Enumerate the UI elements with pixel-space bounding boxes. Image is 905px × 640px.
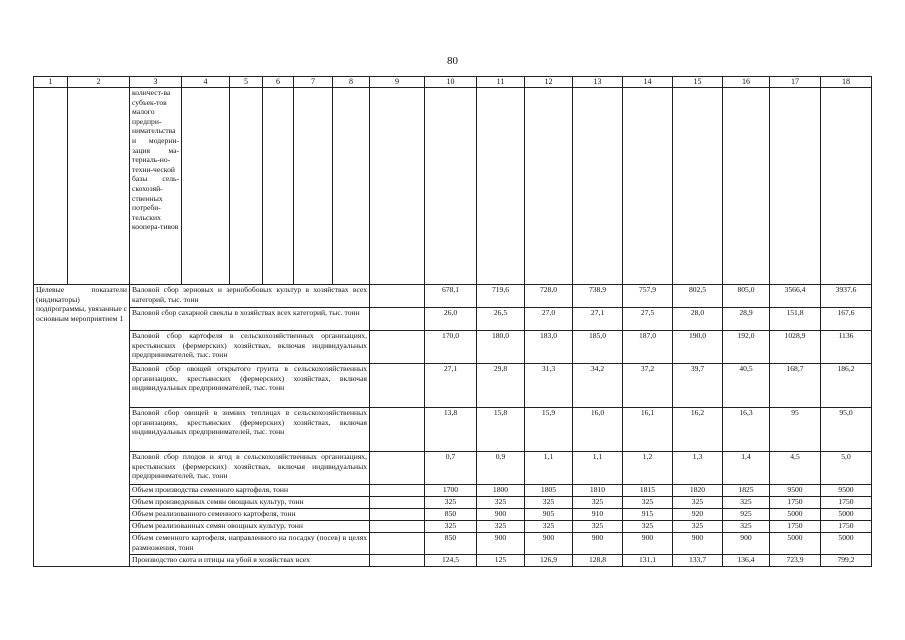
- value-cell: 1820: [673, 485, 723, 497]
- indicator-description-cell: Объем реализованных семян овощных культур, тонн: [130, 521, 370, 533]
- value-cell: 325: [623, 521, 673, 533]
- value-cell: 900: [477, 509, 525, 521]
- value-cell: 28,9: [723, 308, 770, 331]
- column-number-cell: 11: [477, 77, 525, 88]
- value-cell: 325: [673, 521, 723, 533]
- empty-cell: [370, 285, 425, 308]
- value-cell: 168,7: [770, 364, 821, 408]
- value-cell: 850: [425, 533, 477, 555]
- value-cell: 39,7: [673, 364, 723, 408]
- value-cell: 3937,6: [821, 285, 872, 308]
- value-cell: 27,0: [525, 308, 573, 331]
- value-cell: 1,2: [623, 452, 673, 485]
- value-cell: 910: [573, 509, 623, 521]
- column-number-cell: 5: [230, 77, 263, 88]
- column-number-cell: 10: [425, 77, 477, 88]
- value-cell: 900: [525, 533, 573, 555]
- value-cell: 1750: [821, 521, 872, 533]
- value-cell: 1805: [525, 485, 573, 497]
- empty-cell: [370, 485, 425, 497]
- value-cell: 802,5: [673, 285, 723, 308]
- value-cell: 133,7: [673, 555, 723, 567]
- value-cell: 900: [573, 533, 623, 555]
- value-cell: 738,9: [573, 285, 623, 308]
- value-cell: 325: [573, 521, 623, 533]
- value-cell: 5000: [770, 509, 821, 521]
- table-row: [34, 555, 872, 567]
- empty-cell: [370, 88, 425, 285]
- value-cell: 16,2: [673, 408, 723, 452]
- table-row: [34, 497, 872, 509]
- empty-cell: [263, 88, 294, 285]
- value-cell: 1800: [477, 485, 525, 497]
- value-cell: 1,3: [673, 452, 723, 485]
- value-cell: 170,0: [425, 331, 477, 364]
- value-cell: 27,1: [573, 308, 623, 331]
- value-cell: 1810: [573, 485, 623, 497]
- empty-cell: [182, 88, 230, 285]
- column-number-cell: 6: [263, 77, 294, 88]
- column-number-cell: 15: [673, 77, 723, 88]
- value-cell: 900: [673, 533, 723, 555]
- value-cell: 1700: [425, 485, 477, 497]
- value-cell: 905: [525, 509, 573, 521]
- empty-cell: [370, 533, 425, 555]
- value-cell: 26,5: [477, 308, 525, 331]
- table-row: [34, 533, 872, 555]
- value-cell: 34,2: [573, 364, 623, 408]
- empty-cell: [477, 88, 525, 285]
- value-cell: 900: [723, 533, 770, 555]
- value-cell: 325: [477, 497, 525, 509]
- table-row: [34, 509, 872, 521]
- empty-cell: [370, 555, 425, 567]
- value-cell: 799,2: [821, 555, 872, 567]
- value-cell: 925: [723, 509, 770, 521]
- empty-cell: [294, 88, 333, 285]
- empty-cell: [370, 308, 425, 331]
- value-cell: 125: [477, 555, 525, 567]
- value-cell: 136,4: [723, 555, 770, 567]
- table-row: [34, 88, 872, 285]
- value-cell: 325: [477, 521, 525, 533]
- value-cell: 16,1: [623, 408, 673, 452]
- value-cell: 95: [770, 408, 821, 452]
- value-cell: 4,5: [770, 452, 821, 485]
- indicator-description-cell: Валовой сбор плодов и ягод в сельскохозяйственных организациях, крестьянских (фермерских) хозяйствах, включая индивидуальных предпринимателей, тыс. тонн: [130, 452, 370, 485]
- value-cell: 16,0: [573, 408, 623, 452]
- empty-cell: [230, 88, 263, 285]
- empty-cell: [821, 88, 872, 285]
- header-row: [34, 77, 872, 88]
- table-row: [34, 285, 872, 308]
- value-cell: 325: [723, 521, 770, 533]
- value-cell: 915: [623, 509, 673, 521]
- value-cell: 728,0: [525, 285, 573, 308]
- empty-cell: [68, 88, 130, 285]
- value-cell: 325: [723, 497, 770, 509]
- value-cell: 13,8: [425, 408, 477, 452]
- value-cell: 1750: [770, 521, 821, 533]
- value-cell: 15,9: [525, 408, 573, 452]
- column-number-cell: 16: [723, 77, 770, 88]
- value-cell: 16,3: [723, 408, 770, 452]
- table-row: [34, 408, 872, 452]
- table-row: [34, 364, 872, 408]
- value-cell: 190,0: [673, 331, 723, 364]
- value-cell: 757,9: [623, 285, 673, 308]
- value-cell: 325: [525, 497, 573, 509]
- value-cell: 28,0: [673, 308, 723, 331]
- empty-cell: [370, 521, 425, 533]
- value-cell: 5000: [770, 533, 821, 555]
- value-cell: 1,1: [573, 452, 623, 485]
- value-cell: 678,1: [425, 285, 477, 308]
- value-cell: 1750: [821, 497, 872, 509]
- indicator-description-cell: Объем семенного картофеля, направленного на посадку (посев) в целях размножения, тонн: [130, 533, 370, 555]
- empty-cell: [525, 88, 573, 285]
- column-number-cell: 1: [34, 77, 68, 88]
- page-number: 80: [447, 55, 458, 67]
- value-cell: 192,0: [723, 331, 770, 364]
- value-cell: 187,0: [623, 331, 673, 364]
- column-number-cell: 8: [333, 77, 370, 88]
- indicator-description-cell: Валовой сбор зерновых и зернобобовых культур в хозяйствах всех категорий, тыс. тонн: [130, 285, 370, 308]
- value-cell: 325: [425, 521, 477, 533]
- value-cell: 131,1: [623, 555, 673, 567]
- value-cell: 1815: [623, 485, 673, 497]
- value-cell: 180,0: [477, 331, 525, 364]
- value-cell: 40,5: [723, 364, 770, 408]
- value-cell: 95,0: [821, 408, 872, 452]
- value-cell: 128,8: [573, 555, 623, 567]
- indicator-description-cell: Валовой сбор овощей открытого грунта в сельскохозяйственных организациях, крестьянских (фермерских) хозяйствах, включая индивидуальных предпринимателей, тыс. тонн: [130, 364, 370, 408]
- empty-cell: [573, 88, 623, 285]
- value-cell: 325: [525, 521, 573, 533]
- value-cell: 1825: [723, 485, 770, 497]
- empty-cell: [370, 509, 425, 521]
- value-cell: 900: [623, 533, 673, 555]
- empty-cell: [770, 88, 821, 285]
- value-cell: 124,5: [425, 555, 477, 567]
- empty-cell: [34, 88, 68, 285]
- value-cell: 325: [623, 497, 673, 509]
- value-cell: 920: [673, 509, 723, 521]
- indicator-description-cell: Валовой сбор сахарной свеклы в хозяйствах всех категорий, тыс. тонн: [130, 308, 370, 331]
- value-cell: 1,4: [723, 452, 770, 485]
- table-row: [34, 331, 872, 364]
- column-number-cell: 12: [525, 77, 573, 88]
- empty-cell: [723, 88, 770, 285]
- value-cell: 27,1: [425, 364, 477, 408]
- table-row: [34, 308, 872, 331]
- column-number-cell: 14: [623, 77, 673, 88]
- value-cell: 183,0: [525, 331, 573, 364]
- value-cell: 3566,4: [770, 285, 821, 308]
- value-cell: 126,9: [525, 555, 573, 567]
- empty-cell: [370, 364, 425, 408]
- indicator-description-cell: Производство скота и птицы на убой в хозяйствах всех: [130, 555, 370, 567]
- column-number-cell: 3: [130, 77, 182, 88]
- empty-cell: [370, 497, 425, 509]
- value-cell: 15,8: [477, 408, 525, 452]
- column-number-cell: 13: [573, 77, 623, 88]
- column-number-cell: 17: [770, 77, 821, 88]
- indicators-label-cell: Целевые показатели (индикаторы) подпрограммы, увязанные с основным мероприятием 1: [34, 285, 130, 567]
- empty-cell: [333, 88, 370, 285]
- value-cell: 900: [477, 533, 525, 555]
- value-cell: 0,7: [425, 452, 477, 485]
- table-row: [34, 452, 872, 485]
- value-cell: 26,0: [425, 308, 477, 331]
- value-cell: 805,0: [723, 285, 770, 308]
- indicators-table: [33, 76, 872, 567]
- value-cell: 1136: [821, 331, 872, 364]
- value-cell: 27,5: [623, 308, 673, 331]
- indicator-description-cell: Объем производства семенного картофеля, тонн: [130, 485, 370, 497]
- empty-cell: [370, 452, 425, 485]
- value-cell: 186,2: [821, 364, 872, 408]
- value-cell: 29,8: [477, 364, 525, 408]
- value-cell: 723,9: [770, 555, 821, 567]
- indicator-description-cell: Объем реализованного семенного картофеля, тонн: [130, 509, 370, 521]
- empty-cell: [425, 88, 477, 285]
- empty-cell: [623, 88, 673, 285]
- value-cell: 9500: [821, 485, 872, 497]
- table-row: [34, 521, 872, 533]
- value-cell: 185,0: [573, 331, 623, 364]
- column-number-cell: 9: [370, 77, 425, 88]
- value-cell: 0,9: [477, 452, 525, 485]
- indicator-description-cell: Валовой сбор овощей в зимних теплицах в сельскохозяйственных организациях, крестьянских (фермерских) хозяйствах, включая индивидуальных предпринимателей, тыс. тонн: [130, 408, 370, 452]
- value-cell: 37,2: [623, 364, 673, 408]
- empty-cell: [673, 88, 723, 285]
- empty-cell: [370, 408, 425, 452]
- column-number-cell: 2: [68, 77, 130, 88]
- value-cell: 167,6: [821, 308, 872, 331]
- continued-text-cell: количест-ва субъек-тов малого предпри-нимательства и модерни-зация ма-териаль-но-техни-ческой базы сель-скохозяй-ственных потреби-тельских коопера-тивов: [130, 88, 182, 285]
- value-cell: 5,0: [821, 452, 872, 485]
- value-cell: 325: [425, 497, 477, 509]
- value-cell: 31,3: [525, 364, 573, 408]
- empty-cell: [370, 331, 425, 364]
- value-cell: 719,6: [477, 285, 525, 308]
- column-number-cell: 7: [294, 77, 333, 88]
- value-cell: 1750: [770, 497, 821, 509]
- value-cell: 850: [425, 509, 477, 521]
- value-cell: 5000: [821, 509, 872, 521]
- value-cell: 151,8: [770, 308, 821, 331]
- value-cell: 5000: [821, 533, 872, 555]
- table-body: [34, 77, 872, 567]
- indicator-description-cell: Объем произведенных семян овощных культур, тонн: [130, 497, 370, 509]
- indicator-description-cell: Валовой сбор картофеля в сельскохозяйственных организациях, крестьянских (фермерских) хозяйствах, включая индивидуальных предпринимателей, тыс. тонн: [130, 331, 370, 364]
- column-number-cell: 4: [182, 77, 230, 88]
- table-row: [34, 485, 872, 497]
- value-cell: 1028,9: [770, 331, 821, 364]
- value-cell: 325: [573, 497, 623, 509]
- value-cell: 325: [673, 497, 723, 509]
- value-cell: 9500: [770, 485, 821, 497]
- column-number-cell: 18: [821, 77, 872, 88]
- value-cell: 1,1: [525, 452, 573, 485]
